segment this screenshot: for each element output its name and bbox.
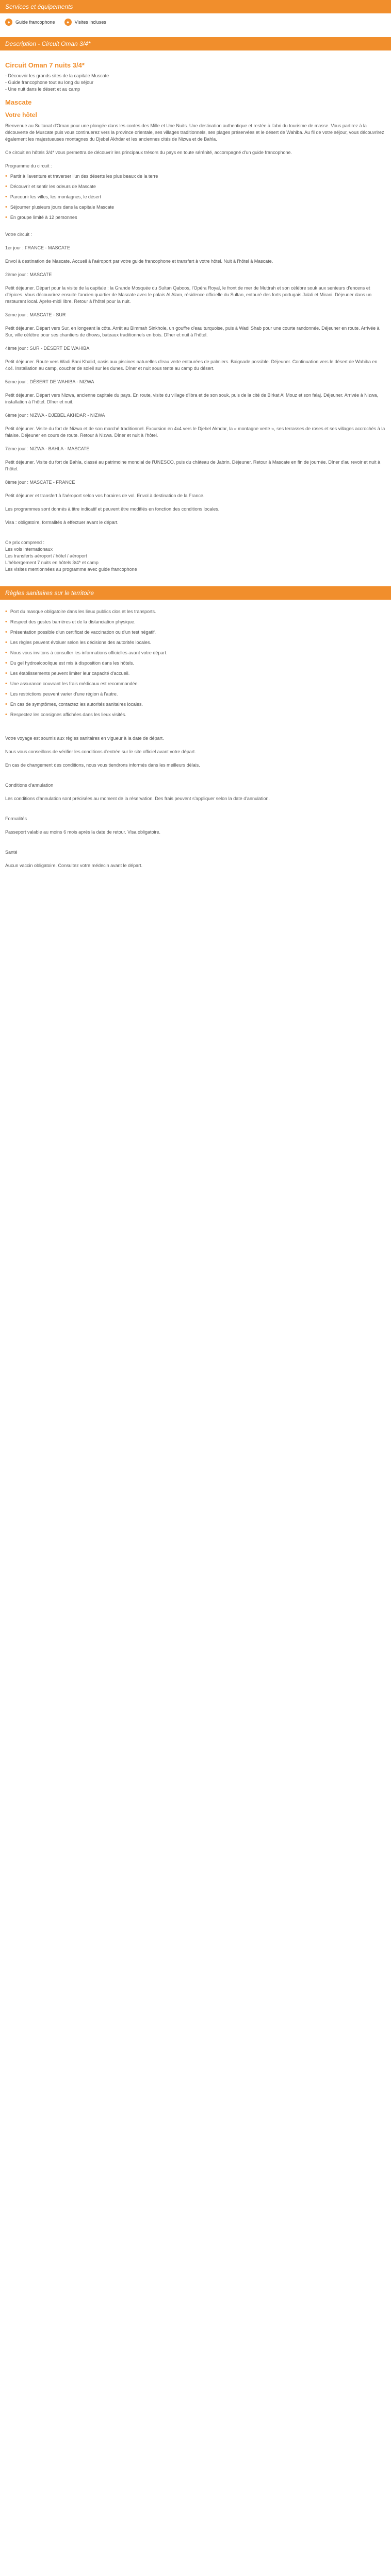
included-line: Les visites mentionnées au programme avec guide francophone [5, 567, 137, 572]
list-item [5, 711, 386, 718]
included-line: Les vols internationaux [5, 547, 53, 552]
sub-section-title: Formalités [5, 816, 27, 821]
day-label: 7ème jour : NIZWA - BAHLA - MASCATE [5, 446, 90, 451]
bullet-icon: • [5, 629, 7, 635]
included-title: Ce prix comprend : [5, 540, 45, 545]
rules-paragraph: Nous vous conseillons de vérifier les conditions d'entrée sur le site officiel avant votre départ. [5, 749, 196, 754]
day-label: 6ème jour : NIZWA - DJEBEL AKHDAR - NIZWA [5, 413, 105, 418]
list-item-text: Port du masque obligatoire dans les lieux publics clos et les transports. [10, 609, 156, 614]
service-label: Visites incluses [74, 19, 106, 25]
car-icon: ● [64, 19, 72, 26]
list-item [5, 681, 386, 687]
program-note: Programme du circuit : [5, 163, 52, 168]
sub-section-text: Aucun vaccin obligatoire. Consultez votre médecin avant le départ. [5, 863, 143, 868]
guide-icon: ● [5, 19, 12, 26]
list-item-text: En cas de symptômes, contactez les autorités sanitaires locales. [10, 702, 143, 707]
list-item [5, 194, 386, 200]
services-bar [0, 0, 391, 13]
list-item [5, 204, 386, 211]
hotel-heading: Votre hôtel [5, 111, 37, 118]
included-line: Les transferts aéroport / hôtel / aéroport [5, 553, 87, 558]
hotel-paragraph: Ce circuit en hôtels 3/4* vous permettra de découvrir les principaux trésors du pays en toute sérénité, accompagné d'un guide francophone. [5, 150, 292, 155]
day-text: Petit déjeuner. Départ pour la visite de la capitale : la Grande Mosquée du Sultan Qaboos, l'Opéra Royal, le front de mer de Muttrah et son célèbre souk aux senteurs d'encens et d'épices. Vous découvrirez ensuite l'ancien quartier de Mascate avec le palais Al Alam, résidence officielle du Sultan, entouré des forts portugais Jalali et Mirani. Déjeuner dans un restaurant local. Après-midi libre. Retour à l'hôtel pour la nuit. [5, 285, 372, 304]
day-label: 1er jour : FRANCE - MASCATE [5, 245, 70, 250]
list-item-text: Les restrictions peuvent varier d'une région à l'autre. [10, 691, 118, 697]
day-label: 3ème jour : MASCATE - SUR [5, 312, 66, 317]
list-item-text: Présentation possible d'un certificat de vaccination ou d'un test négatif. [10, 630, 156, 635]
list-item-text: Les établissements peuvent limiter leur capacité d'accueil. [10, 671, 130, 676]
list-item-text: Partir à l'aventure et traverser l'un des déserts les plus beaux de la terre [10, 174, 158, 179]
bullet-icon: • [5, 701, 7, 707]
list-item [5, 691, 386, 698]
description-title: Description - Circuit Oman 3/4* [5, 40, 91, 47]
bullet-icon: • [5, 608, 7, 615]
bullet-icon: • [5, 619, 7, 625]
list-item [5, 619, 386, 625]
intro-line: - Guide francophone tout au long du séjour [5, 80, 94, 85]
page [0, 0, 391, 905]
list-item-text: Séjourner plusieurs jours dans la capitale Mascate [10, 205, 114, 210]
bullet-icon: • [5, 711, 7, 718]
list-item [5, 173, 386, 180]
list-item [5, 639, 386, 646]
hotel-paragraph: Bienvenue au Sultanat d'Oman pour une plongée dans les contes des Mille et Une Nuits. Une destination authentique et restée à l'abri du tourisme de masse. Vous partirez à la découverte de Muscate puis vous continuerez vers la province orientale, ses villages traditionnels, ses plages préservées et le désert de Wahiba. Au fil de votre séjour, vous découvrirez également les majestueuses montagnes du Djebel Akhdar et les anciennes cités de Nizwa et de Bahla. [5, 123, 384, 142]
service-visits [64, 19, 106, 26]
rules-paragraph: En cas de changement des conditions, nous vous tiendrons informés dans les meilleurs délais. [5, 762, 200, 768]
destination-heading: Mascate [5, 98, 32, 106]
bullet-icon: • [5, 204, 7, 210]
sub-section-title: Santé [5, 850, 18, 855]
list-item-text: Du gel hydroalcoolique est mis à disposition dans les hôtels. [10, 660, 134, 666]
service-label: Guide francophone [15, 19, 55, 25]
day-text: Petit déjeuner. Départ vers Sur, en longeant la côte. Arrêt au Bimmah Sinkhole, un gouffre d'eau turquoise, puis à Wadi Shab pour une courte randonnée. Déjeuner en route. Arrivée à Sur, ville célèbre pour ses chantiers de dhows, bateaux traditionnels en bois. Dîner et nuit à l'hôtel. [5, 326, 380, 337]
sub-section-text: Les conditions d'annulation sont précisées au moment de la réservation. Des frais peuvent s'appliquer selon la date d'annulation. [5, 796, 270, 801]
list-item-text: Parcourir les villes, les montagnes, le désert [10, 194, 101, 199]
itinerary-note: Les programmes sont donnés à titre indicatif et peuvent être modifiés en fonction des conditions locales. [5, 506, 220, 512]
rules-heading: Règles sanitaires sur le territoire [5, 589, 94, 597]
day-text: Petit déjeuner et transfert à l'aéroport selon vos horaires de vol. Envol à destination de la France. [5, 493, 205, 498]
bullet-icon: • [5, 670, 7, 676]
list-item-text: Les règles peuvent évoluer selon les décisions des autorités locales. [10, 640, 152, 645]
services-title: Services et équipements [5, 3, 73, 10]
list-item-text: Une assurance couvrant les frais médicaux est recommandée. [10, 681, 139, 686]
bullet-icon: • [5, 214, 7, 221]
list-item-text: Respect des gestes barrières et de la distanciation physique. [10, 619, 136, 624]
included-line: L'hébergement 7 nuits en hôtels 3/4* et camp [5, 560, 99, 565]
day-label: 4ème jour : SUR - DÉSERT DE WAHIBA [5, 346, 90, 351]
list-item-text: Découvrir et sentir les odeurs de Mascate [10, 184, 96, 189]
bullet-icon: • [5, 194, 7, 200]
day-text: Envol à destination de Mascate. Accueil à l'aéroport par votre guide francophone et transfert à votre hôtel. Nuit à l'hôtel à Mascate. [5, 259, 273, 264]
description-bar [0, 37, 391, 50]
intro-line: - Une nuit dans le désert et au camp [5, 87, 80, 92]
list-item-text: Respectez les consignes affichées dans les lieux visités. [10, 712, 126, 717]
bullet-icon: • [5, 173, 7, 179]
intro-section [0, 50, 391, 586]
list-item [5, 214, 386, 221]
day-label: 8ème jour : MASCATE - FRANCE [5, 480, 75, 485]
day-text: Petit déjeuner. Départ vers Nizwa, ancienne capitale du pays. En route, visite du village d'Ibra et de son souk, puis de la cité de Birkat Al Mouz et son falaj. Déjeuner. Arrivée à Nizwa, installation à l'hôtel. Dîner et nuit. [5, 393, 379, 404]
intro-heading: Circuit Oman 7 nuits 3/4* [5, 61, 85, 69]
bullet-icon: • [5, 650, 7, 656]
bullet-icon: • [5, 660, 7, 666]
list-item [5, 701, 386, 708]
bullet-icon: • [5, 681, 7, 687]
sub-section-text: Passeport valable au moins 6 mois après la date de retour. Visa obligatoire. [5, 829, 161, 835]
list-item [5, 660, 386, 667]
bullet-icon: • [5, 183, 7, 190]
rules-paragraph: Votre voyage est soumis aux règles sanitaires en vigueur à la date de départ. [5, 736, 164, 741]
list-item [5, 629, 386, 636]
day-text: Petit déjeuner. Visite du fort de Nizwa et de son marché traditionnel. Excursion en 4x4 vers le Djebel Akhdar, la « montagne verte », ses terrasses de roses et ses villages accrochés à la falaise. Déjeuner en cours de route. Retour à Nizwa. Dîner et nuit à l'hôtel. [5, 426, 385, 438]
itinerary-note: Visa : obligatoire, formalités à effectuer avant le départ. [5, 520, 119, 525]
rules-section [0, 600, 391, 890]
bullet-icon: • [5, 691, 7, 697]
rules-bar [0, 586, 391, 600]
list-item-text: En groupe limité à 12 personnes [10, 215, 77, 220]
services-row [0, 13, 391, 32]
sub-section-title: Conditions d'annulation [5, 783, 54, 788]
intro-line: - Découvrir les grands sites de la capitale Muscate [5, 73, 109, 78]
list-item [5, 650, 386, 656]
list-item [5, 670, 386, 677]
list-item [5, 183, 386, 190]
list-item-text: Nous vous invitons à consulter les informations officielles avant votre départ. [10, 650, 168, 655]
day-text: Petit déjeuner. Route vers Wadi Bani Khalid, oasis aux piscines naturelles d'eau verte entourées de palmiers. Baignade possible. Déjeuner. Continuation vers le désert de Wahiba en 4x4. Installation au camp, coucher de soleil sur les dunes. Dîner et nuit sous tente au camp du désert. [5, 359, 378, 371]
itinerary-title: Votre circuit : [5, 232, 32, 237]
day-label: 2ème jour : MASCATE [5, 272, 52, 277]
day-text: Petit déjeuner. Visite du fort de Bahla, classé au patrimoine mondial de l'UNESCO, puis du château de Jabrin. Déjeuner. Retour à Mascate en fin de journée. Dîner d'au revoir et nuit à l'hôtel. [5, 460, 381, 471]
list-item [5, 608, 386, 615]
day-label: 5ème jour : DÉSERT DE WAHIBA - NIZWA [5, 379, 94, 384]
service-guide [5, 19, 55, 26]
bullet-icon: • [5, 639, 7, 646]
